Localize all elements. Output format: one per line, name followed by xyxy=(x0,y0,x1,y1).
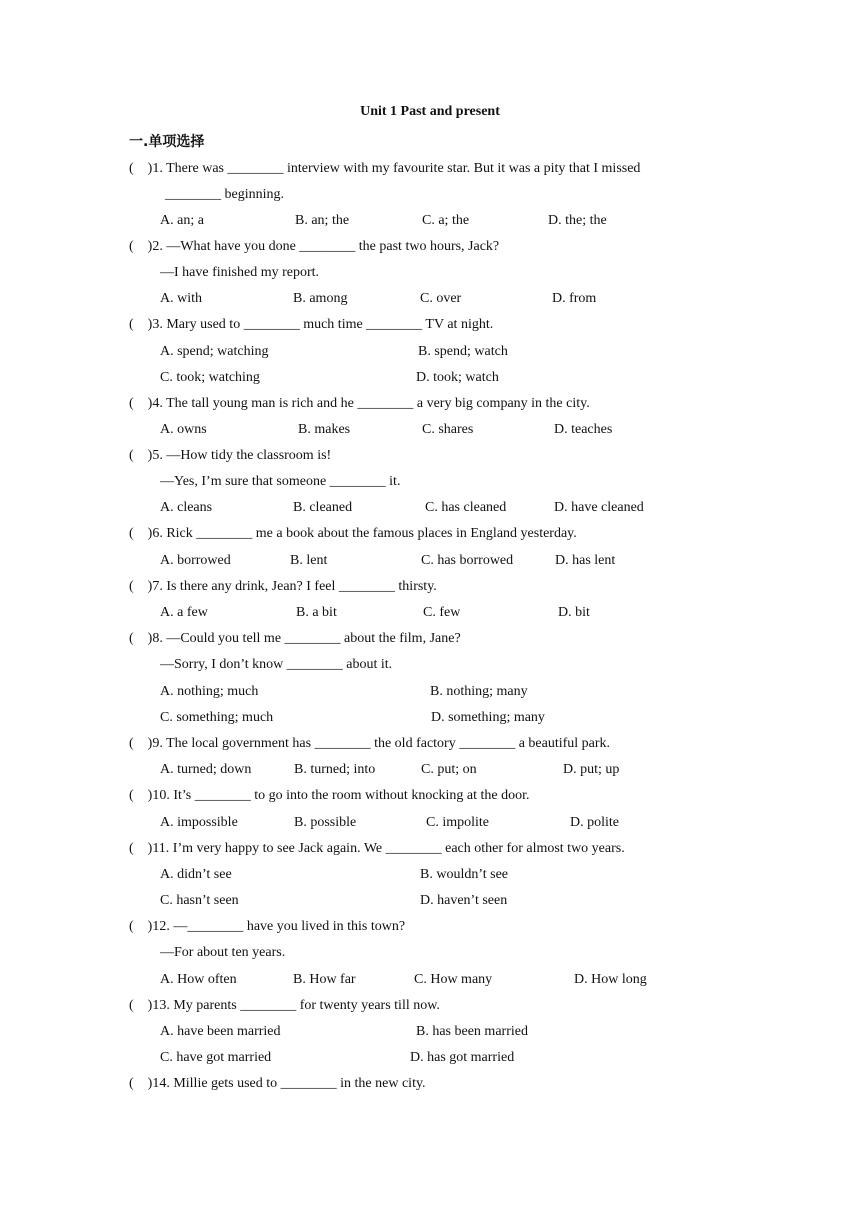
option-10c: C. impolite xyxy=(426,815,489,830)
option-3d: D. took; watch xyxy=(416,370,499,385)
option-8a: A. nothing; much xyxy=(160,684,259,699)
option-5c: C. has cleaned xyxy=(425,500,507,515)
option-2b: B. among xyxy=(293,291,348,306)
question-3: ( )3. Mary used to ________ much time ________ TV at night. xyxy=(129,317,494,332)
question-9: ( )9. The local government has ________ the old factory ________ a beautiful park. xyxy=(129,736,611,751)
question-5-reply: —Yes, I’m sure that someone ________ it. xyxy=(160,474,401,489)
question-13: ( )13. My parents ________ for twenty years till now. xyxy=(129,998,440,1013)
question-8: ( )8. —Could you tell me ________ about the film, Jane? xyxy=(129,631,461,646)
option-2d: D. from xyxy=(552,291,597,306)
option-4d: D. teaches xyxy=(554,422,613,437)
option-5d: D. have cleaned xyxy=(554,500,644,515)
option-9b: B. turned; into xyxy=(294,762,376,777)
page-title: Unit 1 Past and present xyxy=(360,104,500,119)
option-12d: D. How long xyxy=(574,972,647,987)
question-8-reply: —Sorry, I don’t know ________ about it. xyxy=(160,657,393,672)
option-9d: D. put; up xyxy=(563,762,620,777)
option-4a: A. owns xyxy=(160,422,207,437)
question-7: ( )7. Is there any drink, Jean? I feel ________ thirsty. xyxy=(129,579,437,594)
question-14: ( )14. Millie gets used to ________ in the new city. xyxy=(129,1076,426,1091)
option-10d: D. polite xyxy=(570,815,619,830)
option-10b: B. possible xyxy=(294,815,357,830)
option-9a: A. turned; down xyxy=(160,762,252,777)
option-1a: A. an; a xyxy=(160,213,204,228)
option-11c: C. hasn’t seen xyxy=(160,893,239,908)
option-8c: C. something; much xyxy=(160,710,274,725)
question-12: ( )12. —________ have you lived in this town? xyxy=(129,919,406,934)
option-7b: B. a bit xyxy=(296,605,337,620)
question-12-reply: —For about ten years. xyxy=(160,945,286,960)
option-6b: B. lent xyxy=(290,553,328,568)
question-5: ( )5. —How tidy the classroom is! xyxy=(129,448,332,463)
question-1-continued: ________ beginning. xyxy=(165,187,284,202)
option-7c: C. few xyxy=(423,605,461,620)
option-1b: B. an; the xyxy=(295,213,350,228)
option-9c: C. put; on xyxy=(421,762,477,777)
option-12c: C. How many xyxy=(414,972,493,987)
option-11d: D. haven’t seen xyxy=(420,893,508,908)
option-2a: A. with xyxy=(160,291,202,306)
section-heading: 一.单项选择 xyxy=(129,134,205,150)
option-5b: B. cleaned xyxy=(293,500,353,515)
option-6d: D. has lent xyxy=(555,553,616,568)
option-4c: C. shares xyxy=(422,422,474,437)
option-13b: B. has been married xyxy=(416,1024,528,1039)
option-1d: D. the; the xyxy=(548,213,607,228)
question-2-reply: —I have finished my report. xyxy=(160,265,320,280)
option-7a: A. a few xyxy=(160,605,208,620)
option-5a: A. cleans xyxy=(160,500,213,515)
option-12a: A. How often xyxy=(160,972,237,987)
option-11a: A. didn’t see xyxy=(160,867,232,882)
option-13d: D. has got married xyxy=(410,1050,515,1065)
option-13c: C. have got married xyxy=(160,1050,272,1065)
option-7d: D. bit xyxy=(558,605,590,620)
question-2: ( )2. —What have you done ________ the past two hours, Jack? xyxy=(129,239,500,254)
option-2c: C. over xyxy=(420,291,462,306)
option-8d: D. something; many xyxy=(431,710,545,725)
question-11: ( )11. I’m very happy to see Jack again. We ________ each other for almost two years. xyxy=(129,841,625,856)
option-6c: C. has borrowed xyxy=(421,553,514,568)
option-8b: B. nothing; many xyxy=(430,684,528,699)
option-4b: B. makes xyxy=(298,422,351,437)
question-4: ( )4. The tall young man is rich and he ________ a very big company in the city. xyxy=(129,396,590,411)
option-6a: A. borrowed xyxy=(160,553,231,568)
option-3b: B. spend; watch xyxy=(418,344,508,359)
option-12b: B. How far xyxy=(293,972,356,987)
question-1: ( )1. There was ________ interview with my favourite star. But it was a pity that I missed xyxy=(129,161,641,176)
question-10: ( )10. It’s ________ to go into the room without knocking at the door. xyxy=(129,788,530,803)
option-3c: C. took; watching xyxy=(160,370,260,385)
option-13a: A. have been married xyxy=(160,1024,281,1039)
option-3a: A. spend; watching xyxy=(160,344,269,359)
option-10a: A. impossible xyxy=(160,815,238,830)
question-6: ( )6. Rick ________ me a book about the famous places in England yesterday. xyxy=(129,526,577,541)
option-11b: B. wouldn’t see xyxy=(420,867,509,882)
option-1c: C. a; the xyxy=(422,213,470,228)
